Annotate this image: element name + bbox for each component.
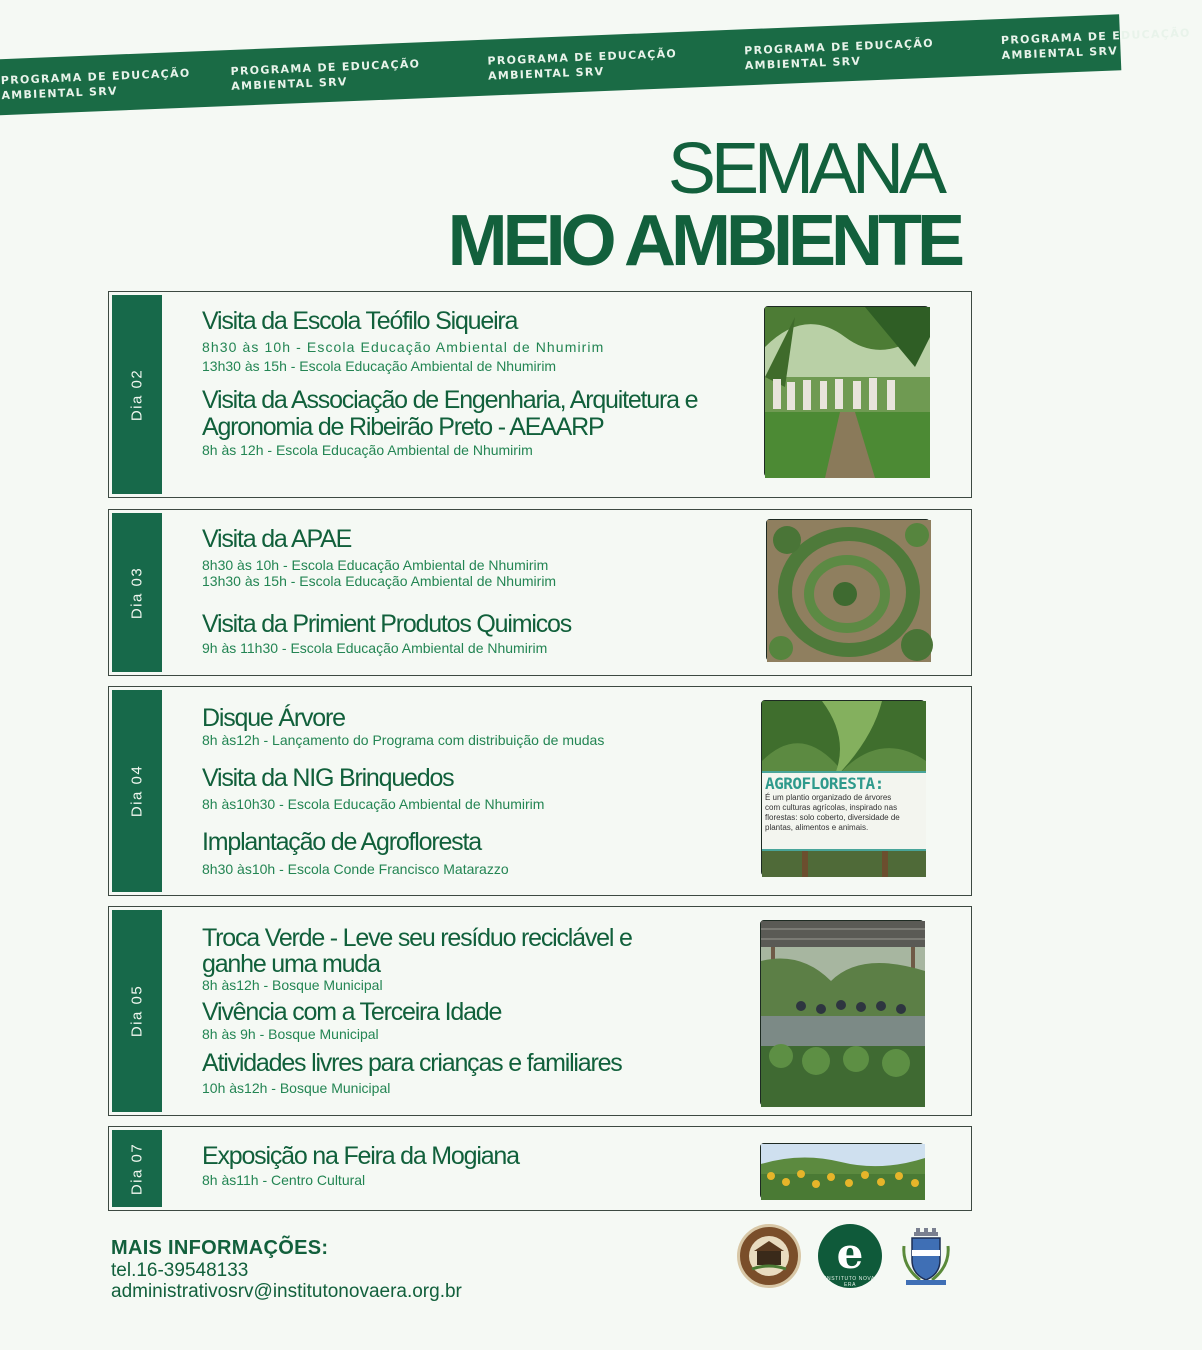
event-time: 8h às11h - Centro Cultural xyxy=(202,1172,366,1188)
event-time: 8h30 às 10h - Escola Educação Ambiental de Nhumirim xyxy=(202,557,549,573)
banner-item: PROGRAMA DE EDUCAÇÃO AMBIENTAL SRV xyxy=(487,47,678,83)
logo-letter: e xyxy=(836,1229,864,1278)
sign-text: plantas, alimentos e animais. xyxy=(765,823,869,832)
event-title: Atividades livres para crianças e familiares xyxy=(202,1049,622,1077)
event-time: 8h às 9h - Bosque Municipal xyxy=(202,1026,379,1042)
sign-text: com culturas agrícolas, inspirado nas xyxy=(765,803,898,812)
event-title-cont: Agronomia de Ribeirão Preto - AEAARP xyxy=(202,413,604,441)
municipal-coat-of-arms xyxy=(900,1226,952,1286)
event-title: Visita da NIG Brinquedos xyxy=(202,764,454,792)
day-sidebar xyxy=(112,1130,162,1207)
event-title: Visita da Escola Teófilo Siqueira xyxy=(202,307,518,335)
sign-text: É um plantio organizado de árvores xyxy=(765,793,892,802)
aerial-spiral-garden-photo xyxy=(766,519,930,661)
instituto-nova-era-logo xyxy=(818,1224,882,1288)
day-card-07 xyxy=(108,1126,972,1211)
contact-phone[interactable]: tel.16-39548133 xyxy=(111,1260,249,1281)
nursery-crowd-photo xyxy=(760,920,924,1106)
event-time: 9h às 11h30 - Escola Educação Ambiental de Nhumirim xyxy=(202,640,548,656)
day-card-02 xyxy=(108,291,972,498)
day-label: Dia 05 xyxy=(128,984,146,1038)
event-title-cont: ganhe uma muda xyxy=(202,950,380,978)
day-label: Dia 07 xyxy=(128,1142,146,1195)
event-title: Visita da Primient Produtos Quimicos xyxy=(202,610,572,638)
info-heading: MAIS INFORMAÇÕES: xyxy=(111,1237,329,1259)
day-label: Dia 03 xyxy=(128,566,146,619)
garden-visit-photo xyxy=(764,306,929,477)
title-line-2: MEIO AMBIENTE xyxy=(447,201,960,281)
day-sidebar xyxy=(112,295,162,494)
day-card-04 xyxy=(108,686,972,896)
event-title: Exposição na Feira da Mogiana xyxy=(202,1142,519,1170)
event-title: Vivência com a Terceira Idade xyxy=(202,998,502,1026)
event-title: Troca Verde - Leve seu resíduo reciclável e xyxy=(202,924,632,952)
event-time: 10h às12h - Bosque Municipal xyxy=(202,1080,391,1096)
agrofloresta-sign xyxy=(762,771,926,851)
event-title: Disque Árvore xyxy=(202,704,345,732)
day-card-03 xyxy=(108,509,972,676)
sunflower-field-photo xyxy=(760,1143,924,1199)
banner-item: PROGRAMA DE EDUCAÇÃO AMBIENTAL SRV xyxy=(1000,26,1191,62)
event-time: 8h às 12h - Escola Educação Ambiental de Nhumirim xyxy=(202,442,533,458)
event-time: 8h às12h - Lançamento do Programa com distribuição de mudas xyxy=(202,732,605,748)
sign-text: florestas: solo coberto, diversidade de xyxy=(765,813,900,822)
event-title: Implantação de Agrofloresta xyxy=(202,828,481,856)
event-title: Visita da APAE xyxy=(202,525,352,553)
event-time: 8h30 às 10h - Escola Educação Ambiental de Nhumirim xyxy=(202,339,605,355)
day-sidebar xyxy=(112,910,162,1112)
program-seal-logo xyxy=(737,1224,801,1288)
event-time: 13h30 às 15h - Escola Educação Ambiental de Nhumirim xyxy=(202,573,557,589)
event-time: 8h às10h30 - Escola Educação Ambiental de Nhumirim xyxy=(202,796,545,812)
day-label: Dia 02 xyxy=(128,368,146,421)
banner-item: PROGRAMA DE EDUCAÇÃO AMBIENTAL SRV xyxy=(230,57,421,93)
banner-item: PROGRAMA DE EDUCAÇÃO AMBIENTAL SRV xyxy=(743,36,935,73)
sign-heading: AGROFLORESTA: xyxy=(765,774,884,793)
event-time: 8h30 às10h - Escola Conde Francisco Matarazzo xyxy=(202,861,509,877)
day-sidebar xyxy=(112,513,162,672)
agrofloresta-sign-photo xyxy=(761,700,925,876)
program-banner xyxy=(0,14,1191,116)
title-line-1: SEMANA xyxy=(667,129,942,209)
day-label: Dia 04 xyxy=(128,764,146,818)
contact-email[interactable]: administrativosrv@institutonovaera.org.br xyxy=(111,1281,462,1302)
event-time: 8h às12h - Bosque Municipal xyxy=(202,977,383,993)
banner-item: PROGRAMA DE EDUCAÇÃO AMBIENTAL SRV xyxy=(0,66,191,103)
day-sidebar xyxy=(112,690,162,892)
event-title: Visita da Associação de Engenharia, Arquitetura e xyxy=(202,386,698,414)
logo-ring-text: INSTITUTO NOVA ERA xyxy=(825,1276,875,1288)
event-time: 13h30 às 15h - Escola Educação Ambiental de Nhumirim xyxy=(202,358,557,374)
day-card-05 xyxy=(108,906,972,1116)
